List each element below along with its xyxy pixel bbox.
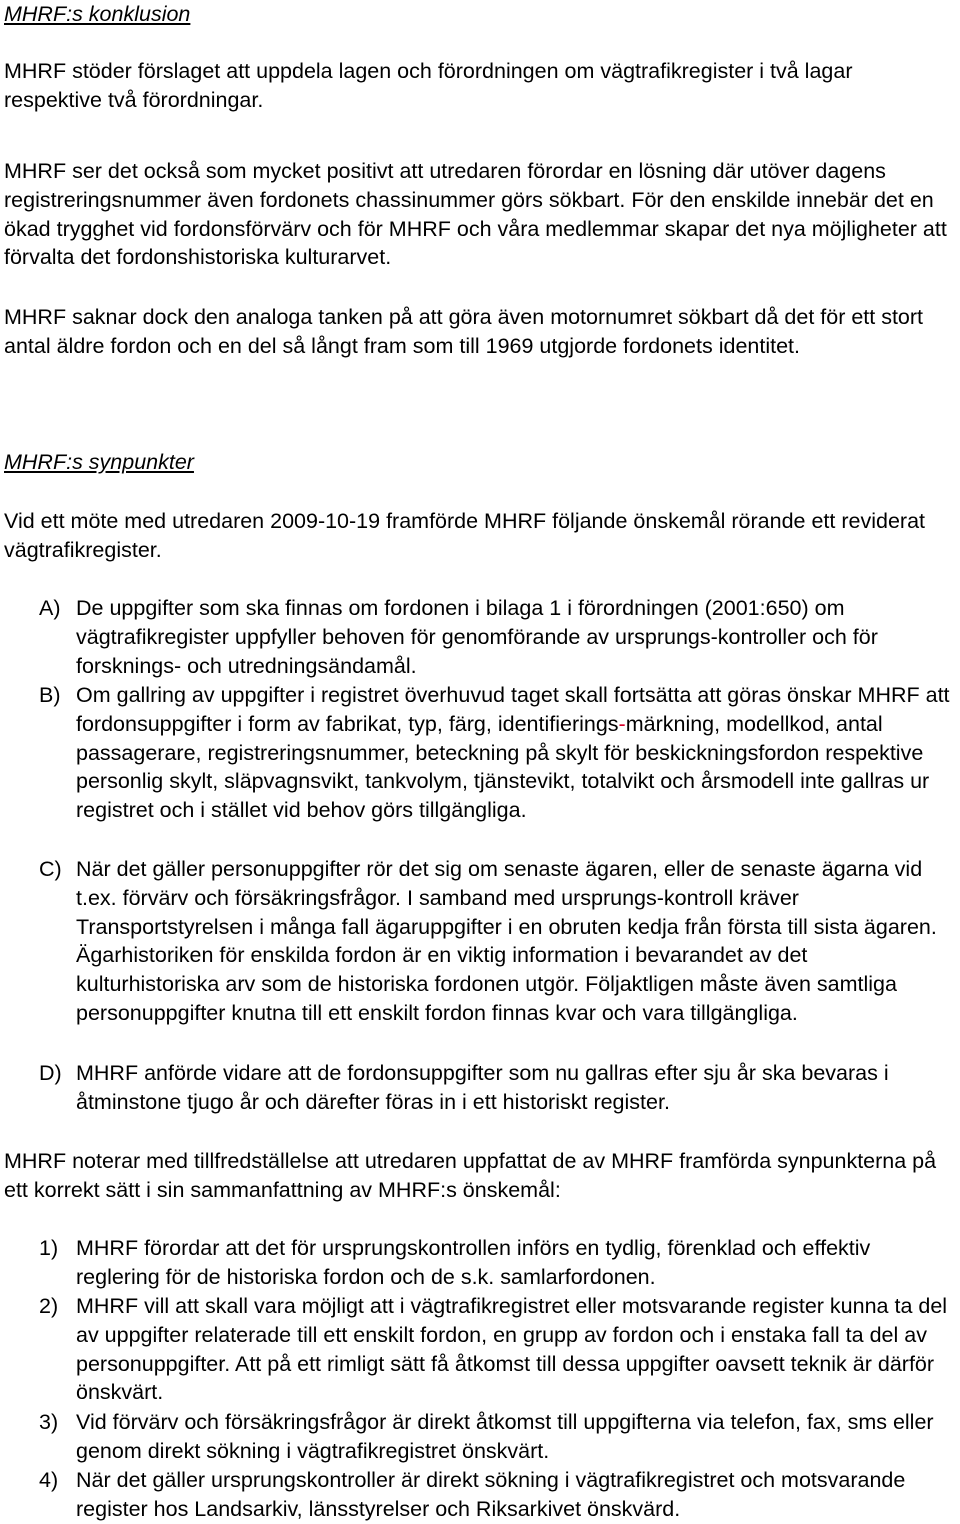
- list-item-a: [4, 594, 954, 680]
- summary-paragraph: MHRF noterar med tillfredställelse att utredaren uppfattat de av MHRF framförda synpunkterna på ett korrekt sätt i sin sammanfattning av MHRF:s önskemål:: [4, 1149, 937, 1202]
- list-marker: 3): [39, 1410, 59, 1434]
- numbered-item-1: [4, 1234, 954, 1292]
- list-marker: 4): [39, 1468, 59, 1492]
- list-item-text: De uppgifter som ska finnas om fordonen i bilaga 1 i förordningen (2001:650) om vägtrafikregister uppfyller behoven för genomförande av ursprungs-kontroller och för forsknings- och utredningsändamål.: [76, 596, 878, 678]
- viewpoints-heading: MHRF:s synpunkter: [4, 450, 194, 474]
- list-marker: 1): [39, 1236, 59, 1260]
- list-item-text: MHRF vill att skall vara möjligt att i vägtrafikregistret eller motsvarande register kunna ta del av uppgifter relaterade till ett enskilt fordon, en grupp av fordon och i enstaka fall ta del av personuppgifter. Att på ett rimligt sätt få åtkomst till dessa uppgifter oavsett teknik är därför önskvärt.: [76, 1294, 948, 1405]
- list-item-text: MHRF förordar att det för ursprungskontrollen införs en tydlig, förenklad och effektiv reglering för de historiska fordon och de s.k. samlarfordonen.: [76, 1236, 871, 1289]
- list-item-c: [4, 855, 954, 1028]
- list-item-text: Vid förvärv och försäkringsfrågor är direkt åtkomst till uppgifterna via telefon, fax, sms eller genom direkt sökning i vägtrafikregistret önskvärt.: [76, 1410, 934, 1463]
- list-marker: D): [39, 1061, 62, 1085]
- list-item-text: När det gäller ursprungskontroller är direkt sökning i vägtrafikregistret och motsvarande register hos Landsarkiv, länsstyrelser och Riksarkivet önskvärd.: [76, 1468, 906, 1521]
- list-item-b: [4, 681, 954, 825]
- numbered-item-3: [4, 1408, 954, 1466]
- list-item-text: MHRF anförde vidare att de fordonsuppgifter som nu gallras efter sju år ska bevaras i åtminstone tjugo år och därefter föras in i ett historiskt register.: [76, 1061, 889, 1114]
- conclusion-paragraph-2: MHRF ser det också som mycket positivt att utredaren förordar en lösning där utöver dagens registreringsnummer även fordonets chassinummer görs sökbart. För den enskilde innebär det en ökad trygghet vid fordonsförvärv och för MHRF och våra medlemmar skapar det nya möjligheter att förvalta det fordonshistoriska kulturarvet.: [4, 159, 947, 270]
- red-hyphen: -: [618, 711, 626, 736]
- viewpoints-intro: Vid ett möte med utredaren 2009-10-19 framförde MHRF följande önskemål rörande ett reviderat vägtrafikregister.: [4, 509, 925, 562]
- conclusion-paragraph-1: MHRF stöder förslaget att uppdela lagen och förordningen om vägtrafikregister i två lagar respektive två förordningar.: [4, 59, 853, 112]
- list-marker: 2): [39, 1294, 59, 1318]
- list-marker: A): [39, 596, 61, 620]
- conclusion-paragraph-3: MHRF saknar dock den analoga tanken på att göra även motornumret sökbart då det för ett stort antal äldre fordon och en del så långt fram som till 1969 utgjorde fordonets identitet.: [4, 305, 924, 358]
- list-item-d: [4, 1059, 954, 1117]
- conclusion-heading: MHRF:s konklusion: [4, 2, 191, 26]
- list-item-text: När det gäller personuppgifter rör det sig om senaste ägaren, eller de senaste ägarna vid t.ex. förvärv och försäkringsfrågor. I samband med ursprungs-kontroll kräver Transportstyrelsen i många fall ägaruppgifter i en obruten kedja från första till sista ägaren. Ägarhistoriken för enskilda fordon är en viktig information i bevarandet av det kulturhistoriska arv som de historiska fordonen utgör. Följaktligen måste även samtliga personuppgifter knutna till ett enskilt fordon finnas kvar och vara tillgängliga.: [76, 857, 937, 1025]
- list-item-text-part: Om gallring av uppgifter i registret överhuvud taget skall fortsätta att göras önskar MHRF att fordonsuppgifter i form av fabrikat, typ, färg, identifierings: [76, 683, 950, 736]
- numbered-item-2: [4, 1292, 954, 1407]
- list-marker: B): [39, 683, 61, 707]
- list-marker: C): [39, 857, 62, 881]
- numbered-item-4: [4, 1466, 954, 1524]
- list-item-text-part: märkning, modellkod, antal passagerare, registreringsnummer, beteckning på skylt för beskickningsfordon respektive personlig skylt, släpvagnsvikt, tankvolym, tjänstevikt, totalvikt och årsmodell inte gallras ur registret och i stället vid behov görs tillgängliga.: [76, 711, 930, 823]
- list-item-text: [76, 681, 954, 825]
